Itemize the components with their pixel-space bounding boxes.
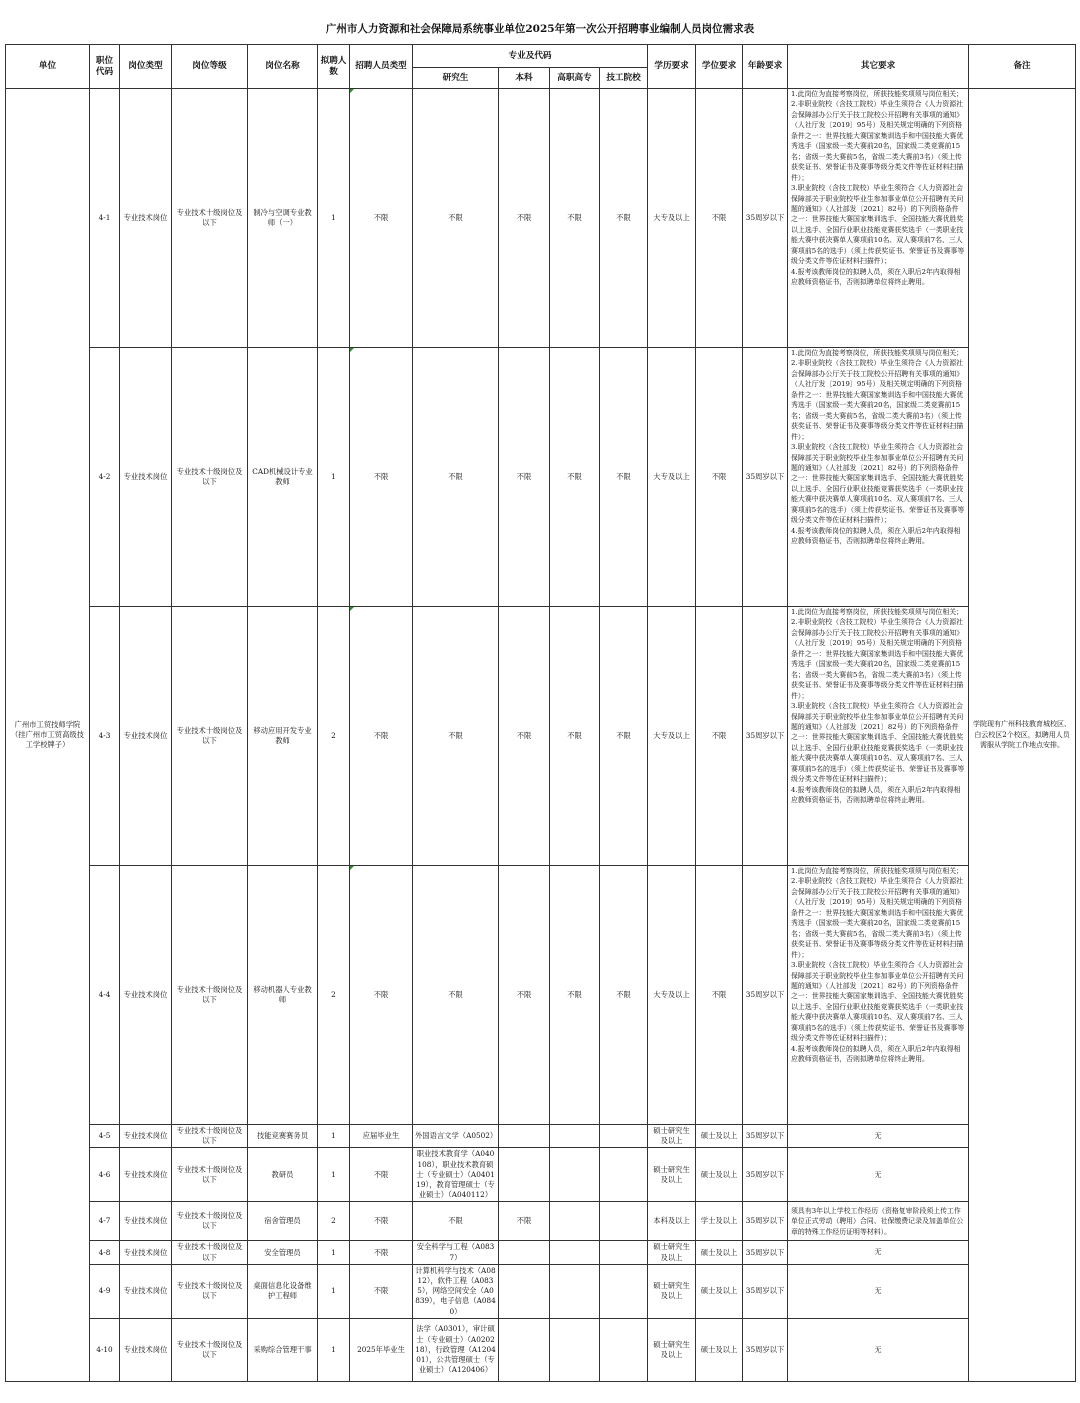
age-cell: 35周岁以下 xyxy=(743,348,788,607)
requirement-item: 3.职业院校（含技工院校）毕业生须符合《人力资源社会保障部关于职业院校毕业生参加事业单位公开招聘有关问题的通知》（人社部发〔2021〕82号）的下列资格条件之一：世界技能大赛国家集训选手、全国技能大赛优胜奖以上选手、全国行业职业技能竞赛获奖选手（一类职业技能大赛中获决赛单人赛项前10名、双人赛项前7名、三人赛项前5名的选手）（须上传获奖证书、荣誉证书及赛事等级分类文件等佐证材料扫描件）； xyxy=(791,184,965,266)
bachelor-major-cell: 不限 xyxy=(499,607,550,866)
education-cell: 本科及以上 xyxy=(648,1202,696,1241)
recruit-type-cell: 不限 xyxy=(350,607,413,866)
grade-cell: 专业技术十级岗位及以下 xyxy=(172,1202,248,1241)
header-major-group: 专业及代码 xyxy=(413,45,648,68)
bachelor-major-cell xyxy=(499,1148,550,1202)
header-row xyxy=(6,45,1076,68)
code-cell: 4-2 xyxy=(90,348,120,607)
grad-major-cell: 外国语言文学（A0502） xyxy=(413,1125,499,1148)
recruit-type-cell: 应届毕业生 xyxy=(350,1125,413,1148)
post-name-cell: 移动机器人专业教师 xyxy=(248,866,318,1125)
grad-major-cell: 不限 xyxy=(413,89,499,348)
requirement-item: 3.职业院校（含技工院校）毕业生须符合《人力资源社会保障部关于职业院校毕业生参加事业单位公开招聘有关问题的通知》（人社部发〔2021〕82号）的下列资格条件之一：世界技能大赛国家集训选手、全国技能大赛优胜奖以上选手、全国行业职业技能竞赛获奖选手（一类职业技能大赛中获决赛单人赛项前10名、双人赛项前7名、三人赛项前5名的选手）（须上传获奖证书、荣誉证书及赛事等级分类文件等佐证材料扫描件）； xyxy=(791,702,965,784)
count-cell: 1 xyxy=(318,348,350,607)
bachelor-major-cell xyxy=(499,1125,550,1148)
bachelor-major-cell xyxy=(499,1264,550,1318)
bachelor-major-cell: 不限 xyxy=(499,89,550,348)
note-cell: 学院现有广州科技教育城校区、白云校区2个校区，拟聘用人员需服从学院工作地点安排。 xyxy=(969,89,1076,1382)
education-cell: 硕士研究生及以上 xyxy=(648,1264,696,1318)
requirement-item: 4.报考该教师岗位的拟聘人员，须在入职后2年内取得相应教师资格证书，否则拟聘单位将终止聘用。 xyxy=(791,526,961,546)
degree-cell: 不限 xyxy=(696,607,743,866)
grade-cell: 专业技术十级岗位及以下 xyxy=(172,1241,248,1264)
vocational-major-cell: 不限 xyxy=(550,866,600,1125)
code-cell: 4-3 xyxy=(90,607,120,866)
count-cell: 1 xyxy=(318,1148,350,1202)
other-requirements-cell xyxy=(788,89,969,348)
technical-major-cell: 不限 xyxy=(600,607,648,866)
requirement-item: 4.报考该教师岗位的拟聘人员，须在入职后2年内取得相应教师资格证书，否则拟聘单位将终止聘用。 xyxy=(791,267,961,287)
post-name-cell: 制冷与空调专业教师（一） xyxy=(248,89,318,348)
type-cell: 专业技术岗位 xyxy=(120,1318,172,1381)
code-cell: 4-5 xyxy=(90,1125,120,1148)
header-other: 其它要求 xyxy=(788,45,969,89)
requirement-item: 1.此岗位为直接考察岗位，所获技能奖项须与岗位相关； xyxy=(791,867,963,875)
age-cell: 35周岁以下 xyxy=(743,1148,788,1202)
grade-cell: 专业技术十级岗位及以下 xyxy=(172,1125,248,1148)
table-row xyxy=(6,1125,1076,1148)
post-name-cell: 桌面信息化设备维护工程师 xyxy=(248,1264,318,1318)
degree-cell: 学士及以上 xyxy=(696,1202,743,1241)
header-age: 年龄要求 xyxy=(743,45,788,89)
other-requirements-cell: 无 xyxy=(788,1125,969,1148)
vocational-major-cell xyxy=(550,1202,600,1241)
header-name: 岗位名称 xyxy=(248,45,318,89)
age-cell: 35周岁以下 xyxy=(743,1241,788,1264)
table-row xyxy=(6,1202,1076,1241)
grad-major-cell: 计算机科学与技术（A0812），软件工程（A0835），网络空间安全（A0839），电子信息（A0840） xyxy=(413,1264,499,1318)
age-cell: 35周岁以下 xyxy=(743,1125,788,1148)
grade-cell: 专业技术十级岗位及以下 xyxy=(172,89,248,348)
header-bachelor: 本科 xyxy=(499,68,550,89)
vocational-major-cell xyxy=(550,1318,600,1381)
document-title: 广州市人力资源和社会保障局系统事业单位2025年第一次公开招聘事业编制人员岗位需求表 xyxy=(325,23,755,35)
grad-major-cell: 不限 xyxy=(413,866,499,1125)
code-cell: 4-7 xyxy=(90,1202,120,1241)
post-name-cell: 采购综合管理干事 xyxy=(248,1318,318,1381)
requirement-item: 1.此岗位为直接考察岗位，所获技能奖项须与岗位相关； xyxy=(791,349,963,357)
header-code: 职位代码 xyxy=(90,45,120,89)
bachelor-major-cell xyxy=(499,1241,550,1264)
table-row xyxy=(6,1148,1076,1202)
count-cell: 2 xyxy=(318,607,350,866)
type-cell: 专业技术岗位 xyxy=(120,866,172,1125)
age-cell: 35周岁以下 xyxy=(743,89,788,348)
age-cell: 35周岁以下 xyxy=(743,866,788,1125)
code-cell: 4-10 xyxy=(90,1318,120,1381)
requirement-item: 3.职业院校（含技工院校）毕业生须符合《人力资源社会保障部关于职业院校毕业生参加事业单位公开招聘有关问题的通知》（人社部发〔2021〕82号）的下列资格条件之一：世界技能大赛国家集训选手、全国技能大赛优胜奖以上选手、全国行业职业技能竞赛获奖选手（一类职业技能大赛中获决赛单人赛项前10名、双人赛项前7名、三人赛项前5名的选手）（须上传获奖证书、荣誉证书及赛事等级分类文件等佐证材料扫描件）； xyxy=(791,443,965,525)
technical-major-cell xyxy=(600,1264,648,1318)
header-degree: 学位要求 xyxy=(696,45,743,89)
grade-cell: 专业技术十级岗位及以下 xyxy=(172,607,248,866)
post-name-cell: 宿舍管理员 xyxy=(248,1202,318,1241)
age-cell: 35周岁以下 xyxy=(743,1318,788,1381)
other-requirements-cell: 无 xyxy=(788,1148,969,1202)
other-requirements-cell: 无 xyxy=(788,1241,969,1264)
table-row xyxy=(6,348,1076,607)
code-cell: 4-4 xyxy=(90,866,120,1125)
degree-cell: 硕士及以上 xyxy=(696,1125,743,1148)
grad-major-cell: 法学（A0301），审计硕士（专业硕士）（A020218），行政管理（A120401），公共管理硕士（专业硕士）（A120406） xyxy=(413,1318,499,1381)
type-cell: 专业技术岗位 xyxy=(120,1241,172,1264)
vocational-major-cell: 不限 xyxy=(550,607,600,866)
header-count: 拟聘人数 xyxy=(318,45,350,89)
other-requirements-cell: 须具有3年以上学校工作经历（资格复审阶段须上传工作单位正式劳动（聘用）合同、社保缴费记录及加盖单位公章的特殊工作经历证明等材料）。 xyxy=(788,1202,969,1241)
degree-cell: 不限 xyxy=(696,348,743,607)
degree-cell: 硕士及以上 xyxy=(696,1148,743,1202)
requirement-item: 1.此岗位为直接考察岗位，所获技能奖项须与岗位相关； xyxy=(791,90,963,98)
education-cell: 硕士研究生及以上 xyxy=(648,1318,696,1381)
technical-major-cell xyxy=(600,1148,648,1202)
education-cell: 硕士研究生及以上 xyxy=(648,1125,696,1148)
requirement-item: 2.非职业院校（含技工院校）毕业生须符合《人力资源社会保障部办公厅关于技工院校公开招聘有关事项的通知》（人社厅发〔2019〕95号）及相关规定明确的下列资格条件之一：世界技能大赛国家集训选手和中国技能大赛优秀选手（国家级一类大赛前20名，国家级二类竞赛前15名；省级一类大赛前5名，省级二类大赛前3名）（须上传获奖证书、荣誉证书及赛事等级分类文件等佐证材料扫描件）； xyxy=(791,100,964,182)
post-name-cell: CAD机械设计专业教师 xyxy=(248,348,318,607)
count-cell: 1 xyxy=(318,1241,350,1264)
table-row xyxy=(6,1318,1076,1381)
grade-cell: 专业技术十级岗位及以下 xyxy=(172,1148,248,1202)
count-cell: 2 xyxy=(318,1202,350,1241)
grade-cell: 专业技术十级岗位及以下 xyxy=(172,1318,248,1381)
requirement-item: 3.职业院校（含技工院校）毕业生须符合《人力资源社会保障部关于职业院校毕业生参加事业单位公开招聘有关问题的通知》（人社部发〔2021〕82号）的下列资格条件之一：世界技能大赛国家集训选手、全国技能大赛优胜奖以上选手、全国行业职业技能竞赛获奖选手（一类职业技能大赛中获决赛单人赛项前10名、双人赛项前7名、三人赛项前5名的选手）（须上传获奖证书、荣誉证书及赛事等级分类文件等佐证材料扫描件）； xyxy=(791,961,965,1043)
bachelor-major-cell: 不限 xyxy=(499,348,550,607)
education-cell: 大专及以上 xyxy=(648,607,696,866)
degree-cell: 不限 xyxy=(696,866,743,1125)
table-row xyxy=(6,1241,1076,1264)
code-cell: 4-6 xyxy=(90,1148,120,1202)
recruit-type-cell: 不限 xyxy=(350,89,413,348)
table-row xyxy=(6,1264,1076,1318)
recruit-type-cell: 不限 xyxy=(350,1148,413,1202)
grad-major-cell: 不限 xyxy=(413,1202,499,1241)
recruit-type-cell: 不限 xyxy=(350,1241,413,1264)
bachelor-major-cell: 不限 xyxy=(499,1202,550,1241)
requirement-item: 2.非职业院校（含技工院校）毕业生须符合《人力资源社会保障部办公厅关于技工院校公开招聘有关事项的通知》（人社厅发〔2019〕95号）及相关规定明确的下列资格条件之一：世界技能大赛国家集训选手和中国技能大赛优秀选手（国家级一类大赛前20名，国家级二类竞赛前15名；省级一类大赛前5名，省级二类大赛前3名）（须上传获奖证书、荣誉证书及赛事等级分类文件等佐证材料扫描件）； xyxy=(791,359,964,441)
grad-major-cell: 不限 xyxy=(413,607,499,866)
post-name-cell: 移动应用开发专业教师 xyxy=(248,607,318,866)
recruit-type-cell: 不限 xyxy=(350,866,413,1125)
count-cell: 1 xyxy=(318,1264,350,1318)
post-name-cell: 安全管理员 xyxy=(248,1241,318,1264)
grad-major-cell: 安全科学与工程（A0837） xyxy=(413,1241,499,1264)
technical-major-cell xyxy=(600,1125,648,1148)
type-cell: 专业技术岗位 xyxy=(120,1264,172,1318)
education-cell: 大专及以上 xyxy=(648,89,696,348)
other-requirements-cell xyxy=(788,607,969,866)
grad-major-cell: 职业技术教育学（A040108），职业技术教育硕士（专业硕士）（A040119），教育管理硕士（专业硕士）（A040112） xyxy=(413,1148,499,1202)
header-recruit-type: 招聘人员类型 xyxy=(350,45,413,89)
grade-cell: 专业技术十级岗位及以下 xyxy=(172,866,248,1125)
count-cell: 1 xyxy=(318,1125,350,1148)
table-row xyxy=(6,607,1076,866)
code-cell: 4-1 xyxy=(90,89,120,348)
technical-major-cell xyxy=(600,1202,648,1241)
type-cell: 专业技术岗位 xyxy=(120,607,172,866)
grade-cell: 专业技术十级岗位及以下 xyxy=(172,1264,248,1318)
header-unit: 单位 xyxy=(6,45,90,89)
other-requirements-cell xyxy=(788,866,969,1125)
vocational-major-cell xyxy=(550,1148,600,1202)
bachelor-major-cell: 不限 xyxy=(499,866,550,1125)
job-requirements-table xyxy=(5,44,1076,1382)
technical-major-cell xyxy=(600,1318,648,1381)
age-cell: 35周岁以下 xyxy=(743,1202,788,1241)
type-cell: 专业技术岗位 xyxy=(120,89,172,348)
header-grad: 研究生 xyxy=(413,68,499,89)
grad-major-cell: 不限 xyxy=(413,348,499,607)
age-cell: 35周岁以下 xyxy=(743,1264,788,1318)
education-cell: 硕士研究生及以上 xyxy=(648,1241,696,1264)
header-grade: 岗位等级 xyxy=(172,45,248,89)
recruit-type-cell: 不限 xyxy=(350,1202,413,1241)
unit-cell: 广州市工贸技师学院（挂广州市工贸高级技工学校牌子） xyxy=(6,89,90,1382)
vocational-major-cell: 不限 xyxy=(550,348,600,607)
requirement-item: 2.非职业院校（含技工院校）毕业生须符合《人力资源社会保障部办公厅关于技工院校公开招聘有关事项的通知》（人社厅发〔2019〕95号）及相关规定明确的下列资格条件之一：世界技能大赛国家集训选手和中国技能大赛优秀选手（国家级一类大赛前20名，国家级二类竞赛前15名；省级一类大赛前5名，省级二类大赛前3名）（须上传获奖证书、荣誉证书及赛事等级分类文件等佐证材料扫描件）； xyxy=(791,877,964,959)
code-cell: 4-9 xyxy=(90,1264,120,1318)
type-cell: 专业技术岗位 xyxy=(120,1202,172,1241)
recruit-type-cell: 2025年毕业生 xyxy=(350,1318,413,1381)
count-cell: 1 xyxy=(318,89,350,348)
grade-cell: 专业技术十级岗位及以下 xyxy=(172,348,248,607)
recruit-type-cell: 不限 xyxy=(350,348,413,607)
education-cell: 硕士研究生及以上 xyxy=(648,1148,696,1202)
table-row xyxy=(6,89,1076,348)
table-row xyxy=(6,866,1076,1125)
header-vocational: 高职高专 xyxy=(550,68,600,89)
vocational-major-cell xyxy=(550,1264,600,1318)
degree-cell: 硕士及以上 xyxy=(696,1264,743,1318)
requirement-item: 4.报考该教师岗位的拟聘人员，须在入职后2年内取得相应教师资格证书，否则拟聘单位将终止聘用。 xyxy=(791,785,961,805)
type-cell: 专业技术岗位 xyxy=(120,1148,172,1202)
requirement-item: 2.非职业院校（含技工院校）毕业生须符合《人力资源社会保障部办公厅关于技工院校公开招聘有关事项的通知》（人社厅发〔2019〕95号）及相关规定明确的下列资格条件之一：世界技能大赛国家集训选手和中国技能大赛优秀选手（国家级一类大赛前20名，国家级二类竞赛前15名；省级一类大赛前5名，省级二类大赛前3名）（须上传获奖证书、荣誉证书及赛事等级分类文件等佐证材料扫描件）； xyxy=(791,618,964,700)
header-technical: 技工院校 xyxy=(600,68,648,89)
age-cell: 35周岁以下 xyxy=(743,607,788,866)
requirement-item: 1.此岗位为直接考察岗位，所获技能奖项须与岗位相关； xyxy=(791,608,963,616)
vocational-major-cell xyxy=(550,1125,600,1148)
degree-cell: 不限 xyxy=(696,89,743,348)
bachelor-major-cell xyxy=(499,1318,550,1381)
code-cell: 4-8 xyxy=(90,1241,120,1264)
recruit-type-cell: 不限 xyxy=(350,1264,413,1318)
education-cell: 大专及以上 xyxy=(648,866,696,1125)
header-type: 岗位类型 xyxy=(120,45,172,89)
vocational-major-cell: 不限 xyxy=(550,89,600,348)
header-education: 学历要求 xyxy=(648,45,696,89)
count-cell: 2 xyxy=(318,866,350,1125)
post-name-cell: 教研员 xyxy=(248,1148,318,1202)
vocational-major-cell xyxy=(550,1241,600,1264)
post-name-cell: 技能竞赛赛务员 xyxy=(248,1125,318,1148)
education-cell: 大专及以上 xyxy=(648,348,696,607)
requirement-item: 4.报考该教师岗位的拟聘人员，须在入职后2年内取得相应教师资格证书，否则拟聘单位将终止聘用。 xyxy=(791,1044,961,1064)
other-requirements-cell: 无 xyxy=(788,1318,969,1381)
degree-cell: 硕士及以上 xyxy=(696,1318,743,1381)
header-note: 备注 xyxy=(969,45,1076,89)
technical-major-cell: 不限 xyxy=(600,89,648,348)
technical-major-cell: 不限 xyxy=(600,866,648,1125)
technical-major-cell: 不限 xyxy=(600,348,648,607)
technical-major-cell xyxy=(600,1241,648,1264)
type-cell: 专业技术岗位 xyxy=(120,1125,172,1148)
degree-cell: 硕士及以上 xyxy=(696,1241,743,1264)
count-cell: 1 xyxy=(318,1318,350,1381)
other-requirements-cell: 无 xyxy=(788,1264,969,1318)
type-cell: 专业技术岗位 xyxy=(120,348,172,607)
other-requirements-cell xyxy=(788,348,969,607)
